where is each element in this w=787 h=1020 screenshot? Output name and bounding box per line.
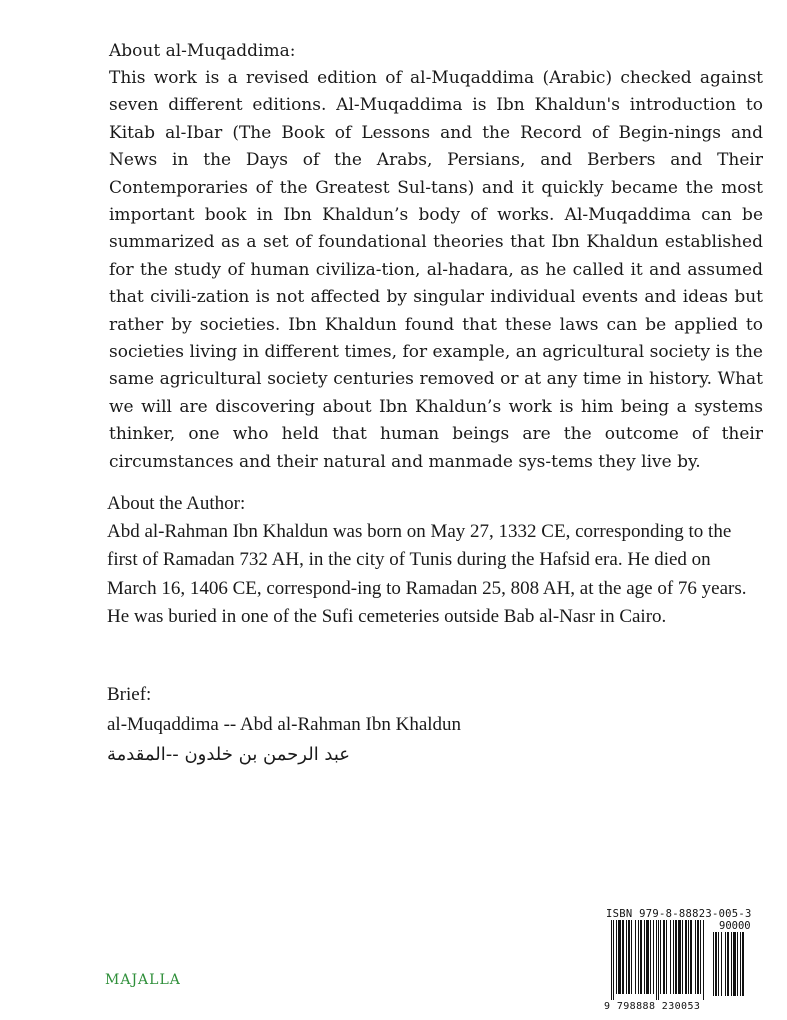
- about-work-heading: About al-Muqaddima:: [109, 41, 296, 61]
- isbn-barcode: [601, 906, 763, 1016]
- brief-section: [107, 680, 763, 770]
- about-author-heading: About the Author:: [107, 493, 246, 514]
- brief-arabic-line: عبد الرحمن بن خلدون --المقدمة: [107, 744, 351, 765]
- brief-heading: Brief:: [107, 684, 152, 705]
- about-work-section: [109, 38, 763, 476]
- isbn-label: ISBN 979-8-88823-005-3: [606, 908, 752, 920]
- price-code-label: 90000: [719, 920, 751, 932]
- brief-english-line: al-Muqaddima -- Abd al-Rahman Ibn Khaldun: [107, 714, 462, 735]
- about-work-paragraph: This work is a revised edition of al-Muqaddima (Arabic) checked against seven different editions. Al-Muqaddima is Ibn Khaldun's introduction to Kitab al-Ibar (The Book of Lessons and the Record of Begin-nings and News in the Days of the Arabs, Persians, and Berbers and Their Contemporaries of the Greatest Sul-tans) and it quickly became the most important book in Ibn Khaldun’s body of works. Al-Muqaddima can be summarized as a set of foundational theories that Ibn Khaldun established for the study of human civiliza-tion, al-hadara, as he called it and assumed that civili-zation is not affected by singular individual events and ideas but rather by societies. Ibn Khaldun found that these laws can be applied to societies living in different times, for example, an agricultural society is the same agricultural society centuries removed or at any time in history. What we will are discovering about Ibn Khaldun’s work is him being a systems thinker, one who held that human beings are the outcome of their circumstances and their natural and manmade sys-tems they live by.: [109, 68, 763, 472]
- barcode-main-bars: [611, 920, 711, 1002]
- about-author-paragraph: Abd al-Rahman Ibn Khaldun was born on May 27, 1332 CE, corresponding to the first of Ramadan 732 AH, in the city of Tunis during the Hafsid era. He died on March 16, 1406 CE, correspond-ing to Ramadan 25, 808 AH, at the age of 76 years. He was buried in one of the Sufi cemeteries outside Bab al-Nasr in Cairo.: [107, 521, 747, 628]
- about-author-section: [107, 490, 763, 632]
- barcode-number: 9 798888 230053: [604, 1001, 701, 1012]
- barcode-addon-bars: [713, 932, 761, 1002]
- publisher-logo-text: MAJALLA: [105, 972, 181, 988]
